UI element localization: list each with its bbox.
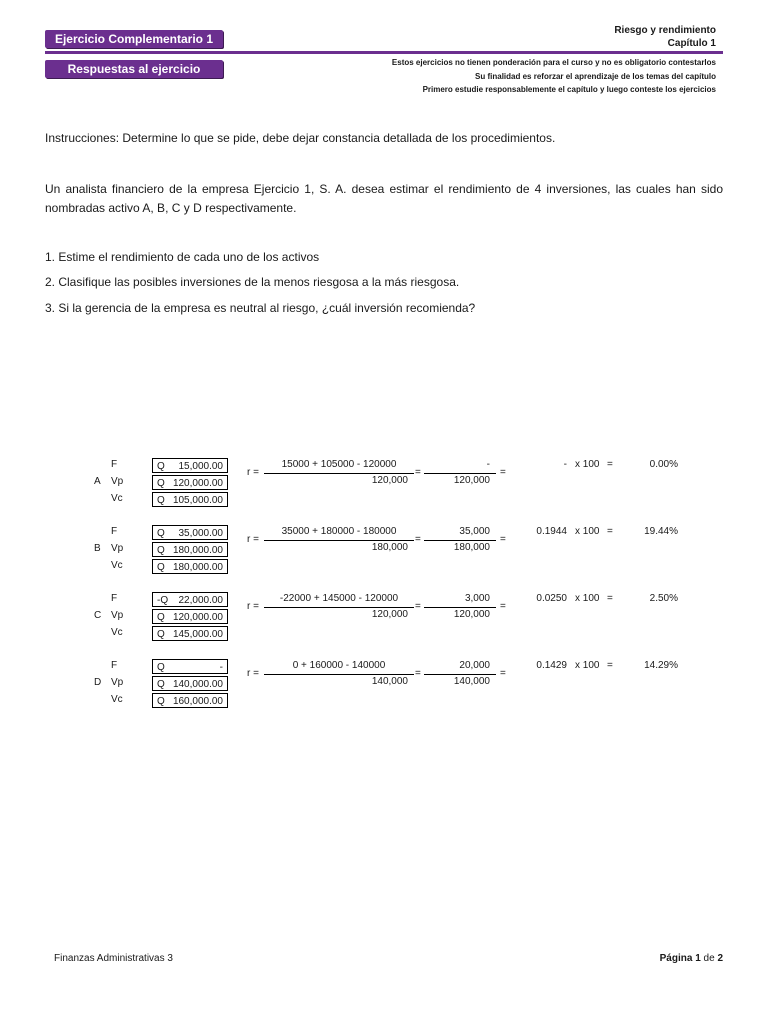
question-1: 1. Estime el rendimiento de cada uno de los activos [45, 250, 320, 264]
return-percent: 2.50% [649, 593, 678, 604]
denominator-2: 140,000 [453, 676, 490, 687]
denominator-2: 120,000 [453, 609, 490, 620]
currency: Q [157, 528, 165, 539]
label-vc: Vc [111, 627, 123, 638]
header-divider [45, 51, 723, 54]
fraction-line-2 [424, 540, 496, 541]
value-f [152, 525, 228, 540]
question-2: 2. Clasifique las posibles inversiones de la menos riesgosa a la más riesgosa. [45, 275, 460, 289]
denominator-2: 120,000 [453, 475, 490, 486]
sign: - [157, 595, 161, 606]
value-vc [152, 559, 228, 574]
equals-2: = [500, 668, 506, 679]
r-label: r = [247, 467, 259, 478]
label-f: F [111, 526, 118, 537]
currency: Q [157, 696, 165, 707]
equals-3: = [607, 459, 613, 470]
chapter-label: Capítulo 1 [667, 38, 716, 49]
currency: Q [157, 478, 165, 489]
ratio: 0.1944 [536, 526, 567, 537]
equals-2: = [500, 534, 506, 545]
instructions-text: Instrucciones: Determine lo que se pide, debe dejar constancia detallada de los procedimientos. [45, 131, 556, 145]
page-total: 2 [717, 953, 723, 964]
numerator: -22000 + 145000 - 120000 [279, 593, 399, 604]
label-vp: Vp [111, 677, 124, 688]
label-vp: Vp [111, 476, 124, 487]
numerator-2: 20,000 [459, 660, 490, 671]
label-vp: Vp [111, 610, 124, 621]
header-note-1: Estos ejercicios no tienen ponderación para el curso y no es obligatorio contestarlos [391, 58, 716, 67]
label-vc: Vc [111, 493, 123, 504]
exercise-badge: Ejercicio Complementario 1 [45, 30, 223, 48]
currency: Q [157, 461, 165, 472]
asset-name: B [94, 543, 101, 554]
vp-amount: 140,000.00 [172, 679, 223, 690]
page-number: 1 [695, 953, 701, 964]
equals: = [415, 467, 421, 478]
question-3: 3. Si la gerencia de la empresa es neutral al riesgo, ¿cuál inversión recomienda? [45, 301, 476, 315]
numerator: 15000 + 105000 - 120000 [281, 459, 397, 470]
vp-amount: 180,000.00 [172, 545, 223, 556]
currency: Q [157, 545, 165, 556]
vp-amount: 120,000.00 [172, 612, 223, 623]
numerator-2: 3,000 [464, 593, 490, 604]
value-vc [152, 626, 228, 641]
r-label: r = [247, 668, 259, 679]
footer-page [660, 953, 723, 964]
vc-amount: 180,000.00 [172, 562, 223, 573]
f-amount: 15,000.00 [178, 461, 223, 472]
numerator: 0 + 160000 - 140000 [292, 660, 386, 671]
denominator: 180,000 [371, 542, 408, 553]
equals-3: = [607, 660, 613, 671]
currency: Q [157, 495, 165, 506]
footer-course: Finanzas Administrativas 3 [54, 953, 173, 964]
fraction-line [264, 473, 414, 474]
label-f: F [111, 660, 118, 671]
vc-amount: 145,000.00 [172, 629, 223, 640]
currency: Q [157, 662, 165, 673]
ratio: 0.0250 [536, 593, 567, 604]
value-f [152, 592, 228, 607]
fraction-line-2 [424, 607, 496, 608]
fraction-line-2 [424, 674, 496, 675]
numerator: 35000 + 180000 - 180000 [281, 526, 397, 537]
denominator: 120,000 [371, 475, 408, 486]
r-label: r = [247, 601, 259, 612]
equals: = [415, 601, 421, 612]
problem-statement: Un analista financiero de la empresa Ejercicio 1, S. A. desea estimar el rendimiento de 4 inversiones, las cuales han sido nombradas activo A, B, C y D respectivamente. [45, 182, 723, 215]
equals-3: = [607, 526, 613, 537]
times-100: x 100 [575, 459, 600, 470]
times-100: x 100 [575, 660, 600, 671]
numerator-2: - [486, 459, 490, 470]
page-prefix: Página [659, 953, 693, 964]
currency: Q [157, 629, 165, 640]
fraction-line [264, 607, 414, 608]
header-note-2: Su finalidad es reforzar el aprendizaje de los temas del capítulo [475, 72, 716, 81]
denominator: 140,000 [371, 676, 408, 687]
r-label: r = [247, 534, 259, 545]
asset-name: D [94, 677, 102, 688]
equals: = [415, 668, 421, 679]
equals-2: = [500, 601, 506, 612]
equals-3: = [607, 593, 613, 604]
label-vc: Vc [111, 560, 123, 571]
label-f: F [111, 593, 118, 604]
numerator-2: 35,000 [459, 526, 490, 537]
value-vp [152, 609, 228, 624]
vc-amount: 105,000.00 [172, 495, 223, 506]
ratio: 0.1429 [536, 660, 567, 671]
label-vp: Vp [111, 543, 124, 554]
label-f: F [111, 459, 118, 470]
value-f [152, 659, 228, 674]
fraction-line [264, 674, 414, 675]
currency: Q [157, 679, 165, 690]
topic-title: Riesgo y rendimiento [614, 25, 716, 36]
times-100: x 100 [575, 593, 600, 604]
asset-name: A [94, 476, 101, 487]
value-vp [152, 475, 228, 490]
f-amount: - [219, 662, 223, 673]
equals-2: = [500, 467, 506, 478]
currency: Q [160, 595, 169, 606]
value-vp [152, 676, 228, 691]
currency: Q [157, 612, 165, 623]
header-note-3: Primero estudie responsablemente el capítulo y luego conteste los ejercicios [422, 85, 716, 94]
f-amount: 35,000.00 [178, 528, 223, 539]
denominator: 120,000 [371, 609, 408, 620]
value-vp [152, 542, 228, 557]
value-vc [152, 693, 228, 708]
return-percent: 0.00% [649, 459, 678, 470]
vc-amount: 160,000.00 [172, 696, 223, 707]
value-vc [152, 492, 228, 507]
label-vc: Vc [111, 694, 123, 705]
value-f [152, 458, 228, 473]
return-percent: 19.44% [644, 526, 678, 537]
times-100: x 100 [575, 526, 600, 537]
ratio: - [563, 459, 567, 470]
currency: Q [157, 562, 165, 573]
denominator-2: 180,000 [453, 542, 490, 553]
f-amount: 22,000.00 [178, 595, 223, 606]
fraction-line-2 [424, 473, 496, 474]
equals: = [415, 534, 421, 545]
vp-amount: 120,000.00 [172, 478, 223, 489]
asset-name: C [94, 610, 102, 621]
fraction-line [264, 540, 414, 541]
answers-badge: Respuestas al ejercicio [45, 60, 223, 78]
page-of: de [703, 953, 715, 964]
return-percent: 14.29% [644, 660, 678, 671]
